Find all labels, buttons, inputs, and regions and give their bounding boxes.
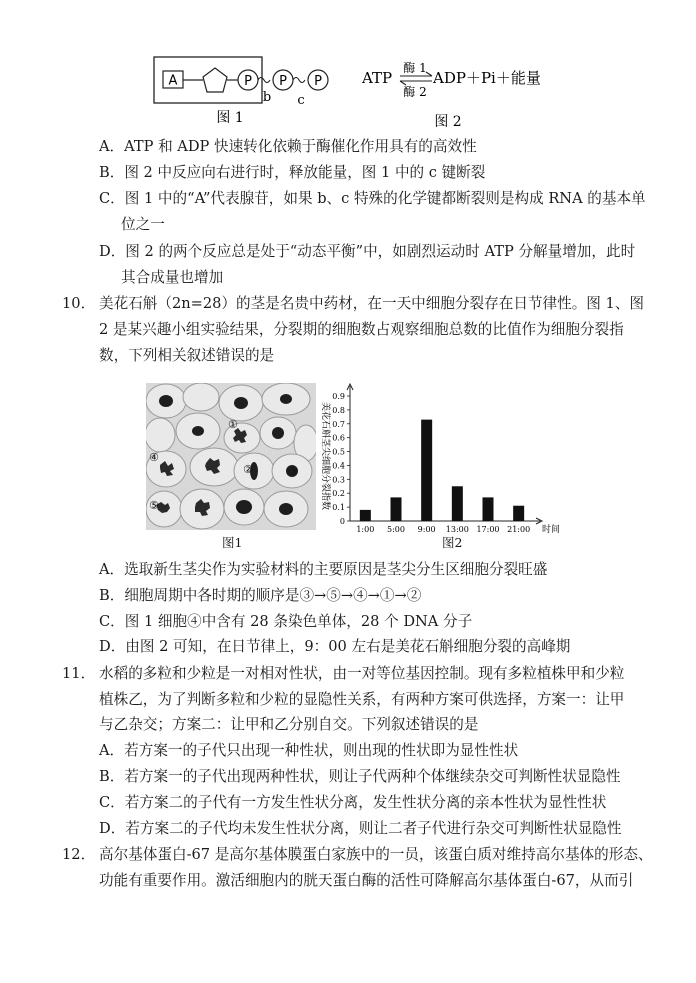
q12-stem-line-1: 高尔基体蛋白-67 是高尔基体膜蛋白家族中的一员，该蛋白质对维持高尔基体的形态、 [99, 846, 653, 863]
q10-option-d: D．由图 2 可知，在日节律上，9：00 左右是美花石斛细胞分裂的高峰期 [99, 638, 571, 655]
q10-figures [140, 378, 570, 553]
q10-number: 10． [62, 295, 96, 312]
y-tick-label: 0.9 [332, 392, 345, 401]
q9-option-c: C．图 1 中的“A”代表腺苷，如果 b、c 特殊的化学键都断裂则是构成 RNA 的基本单 [99, 190, 646, 207]
atp-structure-diagram [0, 0, 696, 135]
division-index-chart [312, 378, 574, 538]
bond-c [293, 78, 305, 83]
y-tick-label: 0.3 [332, 475, 345, 485]
q11-option-a: A．若方案一的子代只出现一种性状，则出现的性状即为显性性状 [99, 742, 519, 759]
q12-stem-line-2: 功能有重要作用。激活细胞内的胱天蛋白酶的活性可降解高尔基体蛋白-67，从而引 [99, 872, 634, 889]
cell-label-4: ④ [149, 451, 159, 464]
enzyme-2-label: 酶 2 [403, 85, 427, 99]
q11-stem-line-2: 植株乙，为了判断多粒和少粒的显隐性关系，有两种方案可供选择，方案一：让甲 [99, 691, 625, 708]
q9-option-c-cont: 位之一 [121, 216, 165, 233]
x-tick-label: 9:00 [417, 525, 436, 534]
y-tick-label: 0 [339, 517, 345, 526]
q11-number: 11． [62, 665, 96, 682]
adenine-label: A [168, 73, 178, 89]
bond-c-label: c [297, 93, 305, 108]
q9-option-a: A．ATP 和 ADP 快速转化依赖于酶催化作用具有的高效性 [99, 138, 477, 155]
q10-option-a: A．选取新生茎尖作为实验材料的主要原因是茎尖分生区细胞分裂旺盛 [99, 561, 548, 578]
x-tick-label: 13:00 [445, 525, 469, 534]
q10-stem-line-3: 数，下列相关叙述错误的是 [99, 347, 275, 364]
q11-option-c: C．若方案二的子代有一方发生性状分离，发生性状分离的亲本性状为显性性状 [99, 794, 607, 811]
y-tick-label: 0.5 [332, 447, 345, 457]
q9-option-d-cont: 其合成量也增加 [121, 269, 224, 286]
bar-2100 [513, 506, 524, 521]
enzyme-1-label: 酶 1 [403, 61, 427, 75]
cell-label-5: ⑤ [149, 499, 159, 512]
q10-option-c: C．图 1 细胞④中含有 28 条染色单体，28 个 DNA 分子 [99, 613, 473, 630]
q9-option-b: B．图 2 中反应向右进行时，释放能量，图 1 中的 c 键断裂 [99, 164, 486, 181]
q10-option-b: B．细胞周期中各时期的顺序是③→⑤→④→①→② [99, 587, 422, 604]
ribose-pentagon [203, 68, 227, 92]
bond-b-label: b [262, 90, 272, 105]
reaction-lhs: ATP [362, 69, 393, 87]
cell-label-2: ② [243, 463, 253, 476]
q10-stem-line-1: 美花石斛（2n=28）的茎是名贵中药材，在一天中细胞分裂存在日节律性。图 1、图 [99, 295, 645, 312]
q11-stem-line-3: 与乙杂交；方案二：让甲和乙分别自交。下列叙述错误的是 [99, 716, 479, 733]
q11-option-b: B．若方案一的子代出现两种性状，则让子代两种个体继续杂交可判断性状显隐性 [99, 768, 621, 785]
micrograph-caption: 图1 [222, 535, 243, 550]
x-tick-label: 1:00 [356, 525, 375, 534]
atp-figures [0, 0, 696, 135]
fig1-caption: 图 1 [216, 110, 244, 126]
bond-b [258, 78, 270, 83]
x-tick-label: 5:00 [387, 525, 405, 534]
chart-caption: 图2 [442, 535, 463, 550]
bar-1300 [452, 486, 463, 521]
q12-number: 12． [62, 846, 96, 863]
bar-500 [391, 497, 402, 521]
y-tick-label: 0.7 [332, 419, 345, 429]
bar-100 [360, 510, 371, 521]
y-tick-label: 0.4 [332, 461, 345, 471]
x-tick-label: 21:00 [507, 525, 531, 534]
bar-900 [421, 420, 432, 521]
cell-micrograph [146, 383, 316, 530]
bar-1700 [483, 497, 494, 521]
cell-label-1: ① [228, 418, 238, 431]
q9-option-d: D．图 2 的两个反应总是处于“动态平衡”中，如剧烈运动时 ATP 分解量增加，此时 [99, 243, 636, 260]
cell-label-3: ③ [288, 465, 298, 478]
chart-x-axis-label: 时间 [542, 525, 561, 535]
x-tick-label: 17:00 [476, 525, 500, 534]
chart-y-axis-label: 美花石斛茎尖细胞分裂指数 [320, 401, 330, 511]
fig2-caption: 图 2 [434, 114, 462, 130]
y-tick-label: 0.1 [332, 503, 345, 513]
svg-text:P: P [314, 74, 322, 89]
q10-stem-line-2: 2 是某兴趣小组实验结果，分裂期的细胞数占观察细胞总数的比值作为细胞分裂指 [99, 321, 624, 338]
y-tick-label: 0.2 [332, 489, 345, 499]
reaction-rhs: ADP＋Pi＋能量 [433, 69, 541, 87]
y-tick-label: 0.8 [332, 405, 345, 415]
svg-text:P: P [279, 74, 287, 89]
y-tick-label: 0.6 [332, 433, 345, 443]
q11-option-d: D．若方案二的子代均未发生性状分离，则让二者子代进行杂交可判断性状显隐性 [99, 820, 622, 837]
q11-stem-line-1: 水稻的多粒和少粒是一对相对性状，由一对等位基因控制。现有多粒植株甲和少粒 [99, 665, 625, 682]
svg-text:P: P [244, 74, 252, 89]
